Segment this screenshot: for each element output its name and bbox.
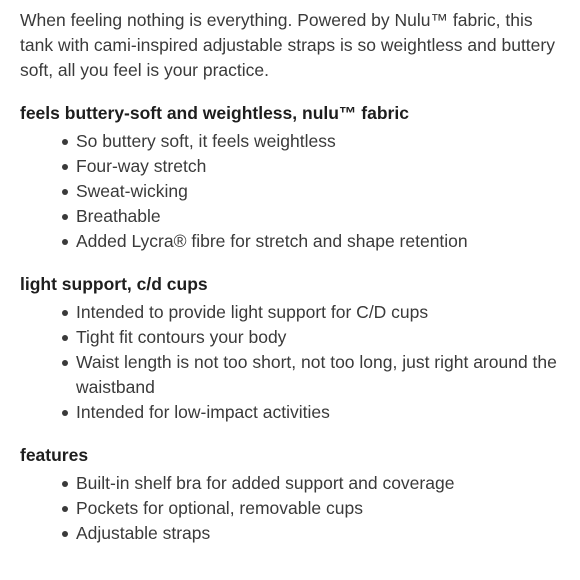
section-features xyxy=(20,443,560,546)
list-item xyxy=(76,325,560,350)
list-item-text: Intended to provide light support for C/D cups xyxy=(76,302,429,322)
feature-list xyxy=(20,129,560,254)
list-item-text: So buttery soft, it feels weightless xyxy=(76,131,336,151)
bullet-icon xyxy=(62,531,68,537)
bullet-icon xyxy=(62,239,68,245)
list-item xyxy=(76,400,560,425)
list-item-text: Adjustable straps xyxy=(76,523,211,543)
list-item-text: Waist length is not too short, not too long, just right around the waistband xyxy=(76,352,557,397)
bullet-icon xyxy=(62,189,68,195)
bullet-icon xyxy=(62,360,68,366)
list-item xyxy=(76,154,560,179)
section-support xyxy=(20,272,560,425)
list-item-text: Pockets for optional, removable cups xyxy=(76,498,363,518)
list-item xyxy=(76,229,560,254)
bullet-icon xyxy=(62,139,68,145)
list-item xyxy=(76,179,560,204)
section-title: light support, c/d cups xyxy=(20,274,208,294)
intro-paragraph: When feeling nothing is everything. Powered by Nulu™ fabric, this tank with cami-inspired adjustable straps is so weightless and buttery soft, all you feel is your practice. xyxy=(20,10,555,80)
list-item xyxy=(76,521,560,546)
list-item-text: Sweat-wicking xyxy=(76,181,188,201)
list-item-text: Breathable xyxy=(76,206,161,226)
bullet-icon xyxy=(62,481,68,487)
list-item xyxy=(76,204,560,229)
list-item-text: Intended for low-impact activities xyxy=(76,402,330,422)
bullet-icon xyxy=(62,214,68,220)
bullet-icon xyxy=(62,164,68,170)
section-title: features xyxy=(20,445,89,465)
list-item xyxy=(76,300,560,325)
list-item xyxy=(76,496,560,521)
feature-list xyxy=(20,471,560,546)
list-item xyxy=(76,129,560,154)
section-title: feels buttery-soft and weightless, nulu™ fabric xyxy=(20,103,409,123)
bullet-icon xyxy=(62,506,68,512)
feature-list xyxy=(20,300,560,425)
bullet-icon xyxy=(62,310,68,316)
list-item-text: Added Lycra® fibre for stretch and shape retention xyxy=(76,231,468,251)
list-item xyxy=(76,471,560,496)
list-item-text: Built-in shelf bra for added support and coverage xyxy=(76,473,455,493)
section-fabric xyxy=(20,101,560,254)
list-item xyxy=(76,350,560,400)
list-item-text: Tight fit contours your body xyxy=(76,327,287,347)
bullet-icon xyxy=(62,335,68,341)
list-item-text: Four-way stretch xyxy=(76,156,207,176)
bullet-icon xyxy=(62,410,68,416)
